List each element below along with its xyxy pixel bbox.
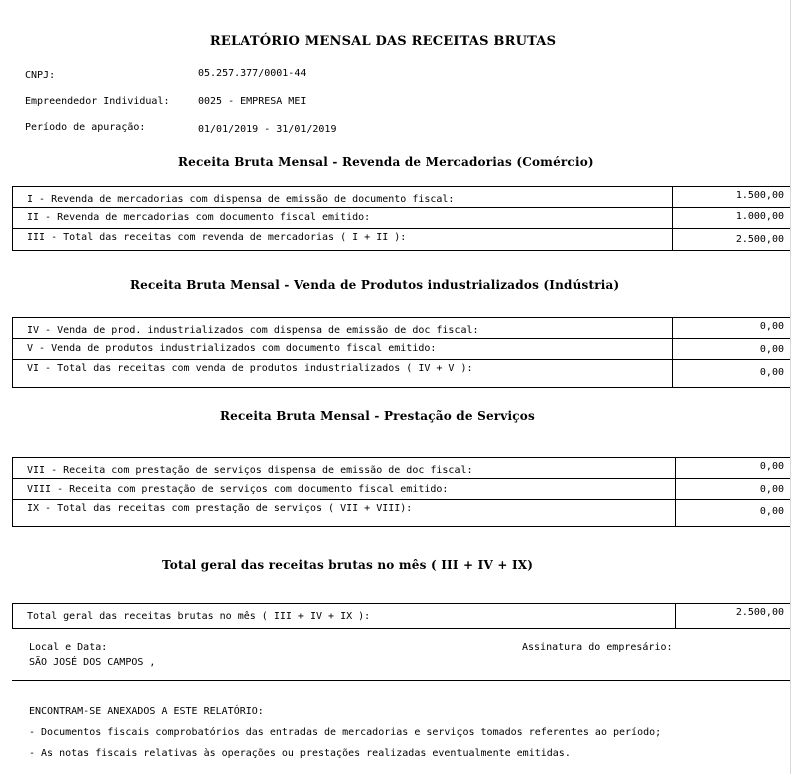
row-label: I - Revenda de mercadorias com dispensa de emissão de documento fiscal:	[27, 194, 455, 205]
industry-section-title: Receita Bruta Mensal - Venda de Produtos industrializados (Indústria)	[130, 278, 620, 292]
period-label: Período de apuração:	[25, 122, 146, 133]
row-value: 2.500,00	[735, 234, 784, 245]
row-value: 0,00	[759, 484, 784, 495]
table-row	[12, 339, 790, 360]
row-value: 0,00	[759, 321, 784, 332]
period-value: 01/01/2019 - 31/01/2019	[198, 124, 337, 135]
signature-label: Assinatura do empresário:	[522, 642, 673, 653]
row-value: 1.000,00	[735, 211, 784, 222]
table-row	[12, 604, 790, 628]
table-row	[12, 208, 790, 229]
table-row	[12, 360, 790, 387]
services-section-title: Receita Bruta Mensal - Prestação de Serviços	[220, 409, 535, 423]
row-label: VIII - Receita com prestação de serviços com documento fiscal emitido:	[27, 484, 449, 495]
row-label: II - Revenda de mercadorias com documento fiscal emitido:	[27, 212, 371, 223]
row-label: VI - Total das receitas com venda de produtos industrializados ( IV + V ):	[27, 363, 473, 374]
table-row	[12, 318, 790, 339]
attachments-title: ENCONTRAM-SE ANEXADOS A ESTE RELATÓRIO:	[29, 706, 264, 717]
commerce-table	[12, 186, 790, 251]
entrepreneur-value: 0025 - EMPRESA MEI	[198, 96, 307, 107]
table-row	[12, 229, 790, 250]
table-row	[12, 187, 790, 208]
row-value: 1.500,00	[735, 190, 784, 201]
row-value: 0,00	[759, 461, 784, 472]
industry-table	[12, 317, 790, 388]
cnpj-value: 05.257.377/0001-44	[198, 68, 307, 79]
row-label: Total geral das receitas brutas no mês ( III + IV + IX ):	[27, 611, 371, 622]
row-value: 0,00	[759, 506, 784, 517]
row-value: 0,00	[759, 367, 784, 378]
row-value: 2.500,00	[735, 607, 784, 618]
entrepreneur-label: Empreendedor Individual:	[25, 96, 170, 107]
cnpj-label: CNPJ:	[25, 70, 56, 81]
total-table	[12, 603, 790, 629]
row-label: VII - Receita com prestação de serviços dispensa de emissão de doc fiscal:	[27, 465, 473, 476]
report-title: RELATÓRIO MENSAL DAS RECEITAS BRUTAS	[209, 34, 557, 49]
local-value: SÃO JOSÉ DOS CAMPOS ,	[29, 657, 156, 668]
commerce-section-title: Receita Bruta Mensal - Revenda de Mercadorias (Comércio)	[178, 155, 594, 169]
table-row	[12, 458, 790, 479]
page-right-border	[790, 0, 791, 774]
attachment-item: - Documentos fiscais comprobatórios das entradas de mercadorias e serviços tomados referentes ao período;	[29, 727, 662, 738]
services-table	[12, 457, 790, 527]
table-row	[12, 479, 790, 500]
table-row	[12, 500, 790, 526]
row-label: III - Total das receitas com revenda de mercadorias ( I + II ):	[27, 232, 407, 243]
local-label: Local e Data:	[29, 642, 108, 653]
row-label: V - Venda de produtos industrializados com documento fiscal emitido:	[27, 343, 437, 354]
attachment-item: - As notas fiscais relativas às operações ou prestações realizadas eventualmente emitidas.	[29, 748, 571, 759]
row-value: 0,00	[759, 344, 784, 355]
total-section-title: Total geral das receitas brutas no mês ( III + IV + IX)	[162, 558, 534, 572]
row-label: IX - Total das receitas com prestação de serviços ( VII + VIII):	[27, 503, 413, 514]
footer-divider	[12, 680, 790, 681]
row-label: IV - Venda de prod. industrializados com dispensa de emissão de doc fiscal:	[27, 325, 479, 336]
